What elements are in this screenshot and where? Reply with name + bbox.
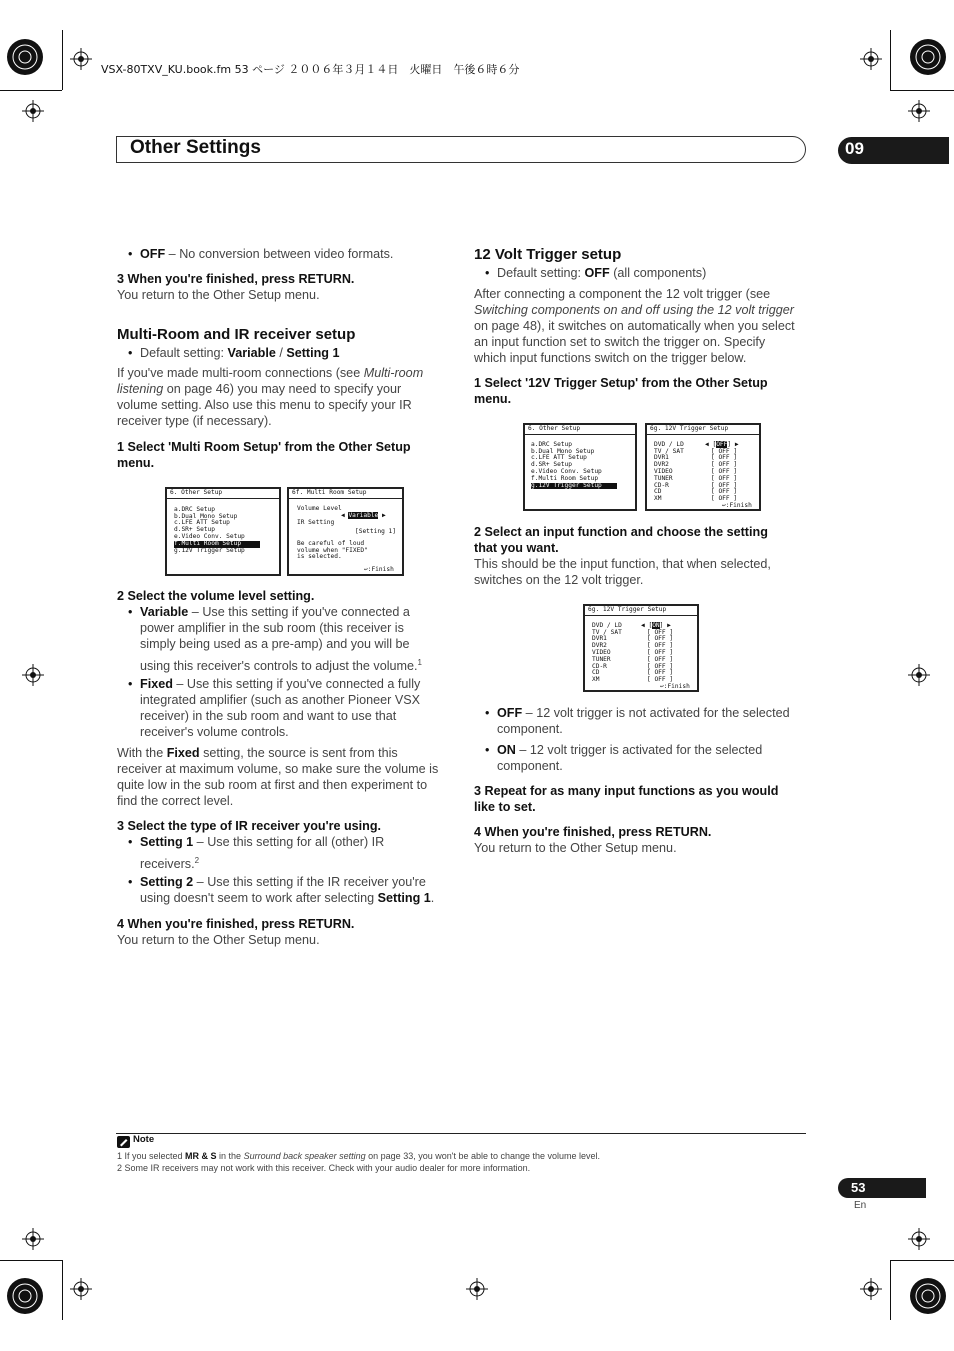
page-number: 53 bbox=[851, 1180, 866, 1195]
setting1-bullet: • Setting 1 – Use this setting for all (other) IR receivers.$^2$ bbox=[128, 835, 385, 872]
crosshair-icon bbox=[860, 48, 882, 70]
step-1-12v: 1 Select '12V Trigger Setup' from the Other Setup menu. bbox=[474, 376, 768, 406]
step-2-body: This should be the input function, that when selected, switches on the 12 volt trigger. bbox=[474, 557, 771, 587]
on-option: • ON – 12 volt trigger is activated for the selected component. bbox=[485, 743, 763, 773]
12v-default: • Default setting: OFF (all components) bbox=[485, 266, 707, 280]
osd-other-setup-screen-2: 6. Other Setup a.DRC Setup b.Dual Mono Setup c.LFE ATT Setup d.SR+ Setup e.Video Conv. Setup f.Multi Room Setup g.12V Trigger Setup bbox=[523, 423, 637, 511]
step-2-volume: 2 Select the volume level setting. bbox=[117, 589, 315, 603]
osd-multiroom-screen: 6f. Multi Room Setup Volume Level ◀ Variable ▶ IR Setting [Setting 1] Be careful of loud volume when "FIXED" is selected. ↩:Finish bbox=[287, 487, 404, 576]
crosshair-icon bbox=[908, 1228, 930, 1250]
crosshair-icon bbox=[22, 100, 44, 122]
registration-mark-icon bbox=[5, 1276, 45, 1316]
step-4-body: You return to the Other Setup menu. bbox=[117, 933, 320, 947]
fixed-bullet: • Fixed – Use this setting if you've connected a fully integrated amplifier (such as another Pioneer VSX receiver) in the sub room and want to use that receiver's volume controls. bbox=[128, 677, 421, 739]
step-1-multiroom: 1 Select 'Multi Room Setup' from the Other Setup menu. bbox=[117, 440, 411, 470]
osd-12v-trigger-screen-2: 6g. 12V Trigger Setup DVD / LD TV / SAT DVR1 DVR2 VIDEO TUNER CD-R CD XM ◀ [ON] ▶ [ OFF ] [ OFF ] [ OFF ] [ OFF ] [ OFF ] [ OFF ] [ OFF ] [ OFF ] ↩:Finish bbox=[583, 604, 699, 692]
registration-mark-icon bbox=[908, 37, 948, 77]
chapter-number: 09 bbox=[845, 139, 864, 158]
step-3-body: You return to the Other Setup menu. bbox=[117, 288, 320, 302]
crosshair-icon bbox=[908, 664, 930, 686]
crosshair-icon bbox=[860, 1278, 882, 1300]
step-4-finish-right: 4 When you're finished, press RETURN. bbox=[474, 825, 712, 839]
step-4-body-right: You return to the Other Setup menu. bbox=[474, 841, 677, 855]
with-fixed-paragraph: With the Fixed setting, the source is sent from this receiver at maximum volume, so make sure the volume is quite low in the sub room at first and then experiment to find the correct level. bbox=[117, 746, 439, 808]
off-bullet: • OFF – No conversion between video formats. bbox=[128, 247, 394, 261]
note-label: Note bbox=[133, 1134, 155, 1145]
pencil-note-icon bbox=[117, 1136, 130, 1148]
osd-other-setup-screen: 6. Other Setup a.DRC Setup b.Dual Mono Setup c.LFE ATT Setup d.SR+ Setup e.Video Conv. Setup f.Multi Room Setup g.12V Trigger Setup bbox=[165, 487, 281, 576]
footnote-2: 2 Some IR receivers may not work with this receiver. Check with your audio dealer for more information. bbox=[117, 1163, 531, 1173]
step-2-input: 2 Select an input function and choose the setting that you want. bbox=[474, 525, 768, 555]
language-code: En bbox=[854, 1200, 867, 1211]
step-3-ir: 3 Select the type of IR receiver you're using. bbox=[117, 819, 382, 833]
heading-multiroom: Multi-Room and IR receiver setup bbox=[117, 326, 356, 343]
crosshair-icon bbox=[908, 100, 930, 122]
multiroom-default: • Default setting: Variable / Setting 1 bbox=[128, 346, 340, 360]
heading-12v-trigger: 12 Volt Trigger setup bbox=[474, 246, 622, 263]
multiroom-intro: If you've made multi-room connections (see Multi-room listening on page 46) you may need to specify your volume setting. Also use this menu to specify your IR receiver type (if necessary). bbox=[117, 366, 424, 428]
section-title: Other Settings bbox=[130, 137, 261, 158]
file-info: VSX-80TXV_KU.book.fm 53 ページ ２００６年３月１４日 火曜日 午後６時６分 bbox=[101, 63, 520, 76]
step-3-finish: 3 When you're finished, press RETURN. bbox=[117, 272, 355, 286]
note-divider bbox=[116, 1133, 806, 1134]
crosshair-icon bbox=[70, 48, 92, 70]
setting2-bullet: • Setting 2 – Use this setting if the IR receiver you're using doesn't seem to work after selecting Setting 1. bbox=[128, 875, 435, 905]
crosshair-icon bbox=[70, 1278, 92, 1300]
variable-bullet: • Variable – Use this setting if you've connected a power amplifier in the sub room (this receiver is simply being used as a pre-amp) and you will be using this receiver's controls to adjust the volume.$^1$ bbox=[128, 605, 422, 674]
crosshair-icon bbox=[466, 1278, 488, 1300]
12v-intro: After connecting a component the 12 volt trigger (see Switching components on and off using the 12 volt trigger on page 48), it switches on automatically when you select an input function set to switch the trigger on. Specify which input functions switch on the trigger below. bbox=[474, 287, 795, 365]
registration-mark-icon bbox=[5, 37, 45, 77]
footnote-1: 1 If you selected MR & S in the Surround back speaker setting on page 33, you won't be able to change the volume level. bbox=[117, 1151, 601, 1161]
osd-12v-trigger-screen: 6g. 12V Trigger Setup DVD / LD TV / SAT DVR1 DVR2 VIDEO TUNER CD-R CD XM ◀ [OFF] ▶ [ OFF ] [ OFF ] [ OFF ] [ OFF ] [ OFF ] [ OFF ] [ OFF ] [ OFF ] ↩:Finish bbox=[645, 423, 761, 511]
off-option: • OFF – 12 volt trigger is not activated for the selected component. bbox=[485, 706, 790, 736]
registration-mark-icon bbox=[908, 1276, 948, 1316]
step-3-repeat: 3 Repeat for as many input functions as you would like to set. bbox=[474, 784, 779, 814]
crosshair-icon bbox=[22, 1228, 44, 1250]
step-4-finish: 4 When you're finished, press RETURN. bbox=[117, 917, 355, 931]
crosshair-icon bbox=[22, 664, 44, 686]
